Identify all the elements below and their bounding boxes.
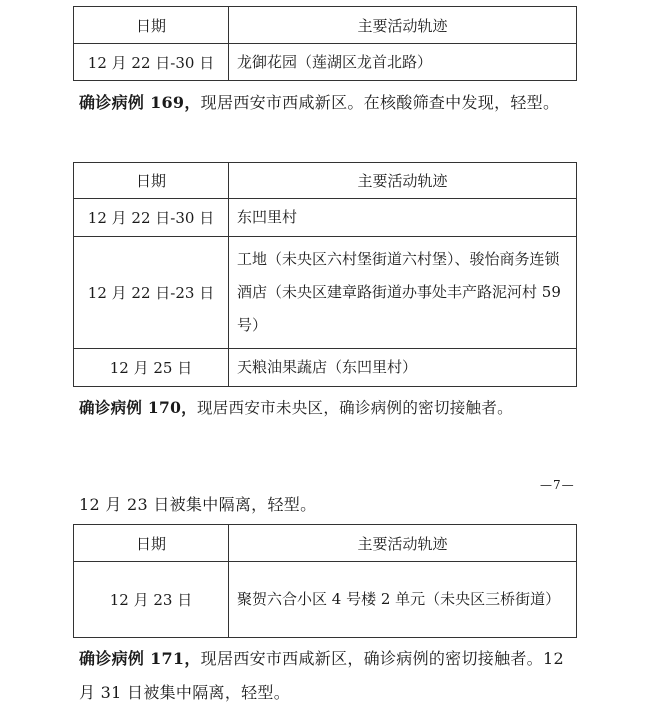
row-date: 12 月 23 日	[74, 562, 229, 638]
row-place: 龙御花园（莲湖区龙首北路）	[229, 44, 577, 81]
activity-header: 主要活动轨迹	[229, 163, 577, 199]
table-header-row	[74, 525, 577, 562]
case-label: 确诊病例 169，	[79, 93, 201, 112]
row-date: 12 月 22 日-23 日	[74, 237, 229, 349]
page-number: —7—	[540, 478, 575, 492]
table-row	[74, 199, 577, 237]
row-place: 聚贺六合小区 4 号楼 2 单元（未央区三桥街道）	[229, 562, 577, 638]
case-text: 现居西安市西咸新区，确诊病例的密切接触者。12 月 31 日被集中隔离，轻型。	[79, 649, 564, 702]
case-label: 确诊病例 170，	[79, 398, 197, 417]
itinerary-table-3	[73, 524, 577, 638]
date-header: 日期	[74, 525, 229, 562]
itinerary-table-2	[73, 162, 577, 387]
date-header: 日期	[74, 163, 229, 199]
table-row	[74, 237, 577, 349]
date-header: 日期	[74, 7, 229, 44]
table-header-row	[74, 163, 577, 199]
case-label: 确诊病例 171，	[79, 649, 201, 668]
row-date: 12 月 22 日-30 日	[74, 199, 229, 237]
case-169-paragraph	[79, 86, 579, 120]
row-place: 天粮油果蔬店（东凹里村）	[229, 349, 577, 387]
row-place: 工地（未央区六村堡街道六村堡）、骏怡商务连锁酒店（未央区建章路街道办事处丰产路泥河村 59 号）	[229, 237, 577, 349]
activity-header: 主要活动轨迹	[229, 7, 577, 44]
case-text: 现居西安市未央区，确诊病例的密切接触者。	[196, 399, 513, 417]
continuation-paragraph: 12 月 23 日被集中隔离，轻型。	[79, 495, 317, 514]
activity-header: 主要活动轨迹	[229, 525, 577, 562]
case-text: 现居西安市西咸新区。在核酸筛查中发现，轻型。	[200, 93, 560, 112]
table-header-row	[74, 7, 577, 44]
table-row	[74, 44, 577, 81]
table-row	[74, 349, 577, 387]
case-170-paragraph	[79, 391, 589, 425]
row-date: 12 月 25 日	[74, 349, 229, 387]
case-171-paragraph	[79, 642, 579, 710]
itinerary-table-1	[73, 6, 577, 81]
table-row	[74, 562, 577, 638]
row-place: 东凹里村	[229, 199, 577, 237]
row-date: 12 月 22 日-30 日	[74, 44, 229, 81]
